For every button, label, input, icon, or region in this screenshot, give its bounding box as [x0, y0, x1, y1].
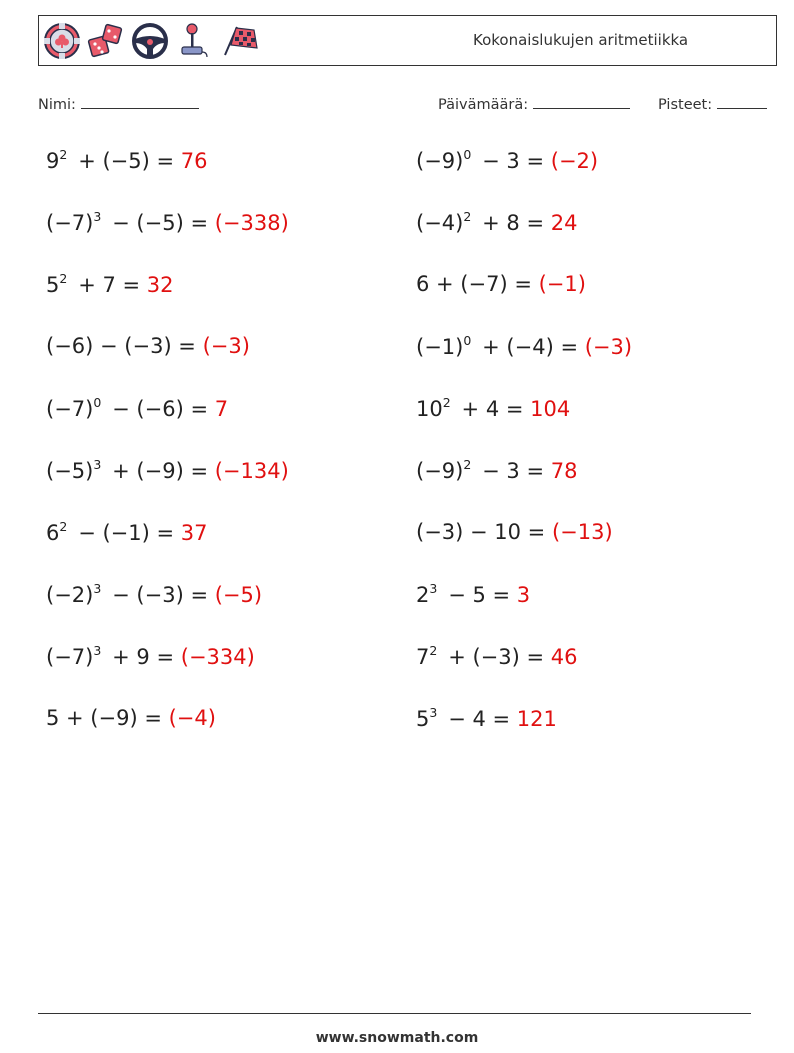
problem-rest: − 4 =	[437, 707, 517, 731]
problem-item	[46, 396, 228, 421]
problem-exponent: 3	[429, 705, 438, 720]
poker-chip-icon	[43, 22, 81, 60]
checkered-flag-icon	[219, 22, 261, 60]
problem-item	[416, 644, 578, 669]
problem-rest: − (−5) =	[101, 211, 215, 235]
problem-exponent: 2	[59, 147, 68, 162]
problem-base: (−7)	[46, 397, 94, 421]
problem-rest: + (−4) =	[471, 335, 585, 359]
problem-answer: (−4)	[168, 706, 216, 730]
problem-rest: + (−3) =	[437, 645, 551, 669]
problem-item	[416, 272, 586, 296]
problem-item	[416, 148, 598, 173]
problem-exponent: 2	[463, 209, 472, 224]
problem-base: (−6) − (−3) =	[46, 334, 203, 358]
header-icons	[43, 22, 261, 60]
problem-answer: (−3)	[202, 334, 250, 358]
problem-rest: − (−1) =	[67, 521, 181, 545]
problem-answer: 78	[550, 459, 578, 483]
problem-base: 6 + (−7) =	[416, 272, 539, 296]
problem-base: (−1)	[416, 335, 464, 359]
problem-answer: (−13)	[551, 520, 613, 544]
problem-rest: − 3 =	[471, 149, 551, 173]
problem-exponent: 0	[463, 147, 472, 162]
name-blank[interactable]	[81, 94, 199, 109]
problem-exponent: 2	[442, 395, 451, 410]
problem-answer: 37	[180, 521, 208, 545]
dice-icon	[87, 22, 125, 60]
steering-wheel-icon	[131, 22, 169, 60]
problem-item	[416, 210, 577, 235]
problem-answer: (−2)	[550, 149, 599, 173]
problem-answer: (−3)	[584, 335, 633, 359]
problem-item	[416, 458, 577, 483]
problem-rest: + 9 =	[101, 645, 181, 669]
problem-base: 6	[46, 521, 60, 545]
joystick-icon	[175, 22, 213, 60]
problem-exponent: 2	[59, 271, 68, 286]
problem-rest: + (−9) =	[101, 459, 215, 483]
problem-answer: 121	[516, 707, 557, 731]
problem-base: (−4)	[416, 211, 464, 235]
problem-base: (−9)	[416, 149, 464, 173]
problem-answer: (−5)	[214, 583, 263, 607]
problem-base: 9	[46, 149, 60, 173]
problem-exponent: 2	[59, 519, 68, 534]
worksheet-title: Kokonaislukujen aritmetiikka	[473, 31, 689, 49]
footer-divider	[38, 1013, 751, 1014]
problem-item	[46, 706, 216, 730]
problem-item	[46, 644, 255, 669]
problem-base: 5 + (−9) =	[46, 706, 169, 730]
problem-answer: 24	[550, 211, 578, 235]
problem-answer: (−1)	[538, 272, 586, 296]
problem-base: (−7)	[46, 211, 94, 235]
problem-rest: + 4 =	[450, 397, 531, 421]
problem-base: 2	[416, 583, 430, 607]
problem-item	[46, 272, 174, 297]
problem-exponent: 2	[429, 643, 438, 658]
problem-answer: 76	[180, 149, 208, 173]
date-blank[interactable]	[533, 94, 630, 109]
problem-item	[46, 334, 250, 358]
problem-base: (−9)	[416, 459, 464, 483]
problem-base: (−7)	[46, 645, 94, 669]
problem-answer: (−134)	[214, 459, 289, 483]
footer-url: www.snowmath.com	[315, 1030, 479, 1046]
problem-base: (−2)	[46, 583, 94, 607]
problem-item	[46, 520, 208, 545]
problem-exponent: 2	[463, 457, 472, 472]
problem-answer: 7	[214, 397, 229, 421]
problem-base: 10	[416, 397, 443, 421]
problem-base: 7	[416, 645, 430, 669]
problem-item	[46, 582, 262, 607]
worksheet-header	[38, 15, 777, 66]
problem-base: 5	[46, 273, 60, 297]
score-blank[interactable]	[717, 94, 767, 109]
problem-rest: + 8 =	[471, 211, 551, 235]
problem-exponent: 3	[93, 581, 102, 596]
problem-item	[46, 148, 208, 173]
date-field	[438, 94, 630, 113]
problem-item	[416, 396, 570, 421]
problem-rest: − (−3) =	[101, 583, 215, 607]
problem-answer: (−334)	[180, 645, 255, 669]
score-field	[658, 94, 767, 113]
problem-exponent: 3	[93, 457, 102, 472]
date-label: Päivämäärä:	[438, 97, 529, 113]
problem-item	[46, 458, 289, 483]
problem-rest: + (−5) =	[67, 149, 181, 173]
problem-base: 5	[416, 707, 430, 731]
problem-item	[416, 582, 530, 607]
problem-answer: 46	[550, 645, 578, 669]
problem-exponent: 3	[93, 209, 102, 224]
name-field	[38, 94, 199, 113]
problem-answer: 32	[146, 273, 174, 297]
problem-exponent: 0	[93, 395, 102, 410]
problem-item	[416, 706, 557, 731]
problem-rest: − (−6) =	[101, 397, 215, 421]
problem-exponent: 0	[463, 333, 472, 348]
problem-item	[46, 210, 289, 235]
problem-rest: − 3 =	[471, 459, 551, 483]
problem-answer: 104	[530, 397, 571, 421]
problem-exponent: 3	[93, 643, 102, 658]
problem-rest: − 5 =	[437, 583, 517, 607]
problem-base: (−5)	[46, 459, 94, 483]
problem-item	[416, 334, 632, 359]
problem-answer: (−338)	[214, 211, 289, 235]
problem-exponent: 3	[429, 581, 438, 596]
problem-rest: + 7 =	[67, 273, 147, 297]
problem-item	[416, 520, 613, 544]
score-label: Pisteet:	[658, 97, 713, 113]
problem-answer: 3	[516, 583, 531, 607]
name-label: Nimi:	[38, 97, 76, 113]
problem-base: (−3) − 10 =	[416, 520, 552, 544]
